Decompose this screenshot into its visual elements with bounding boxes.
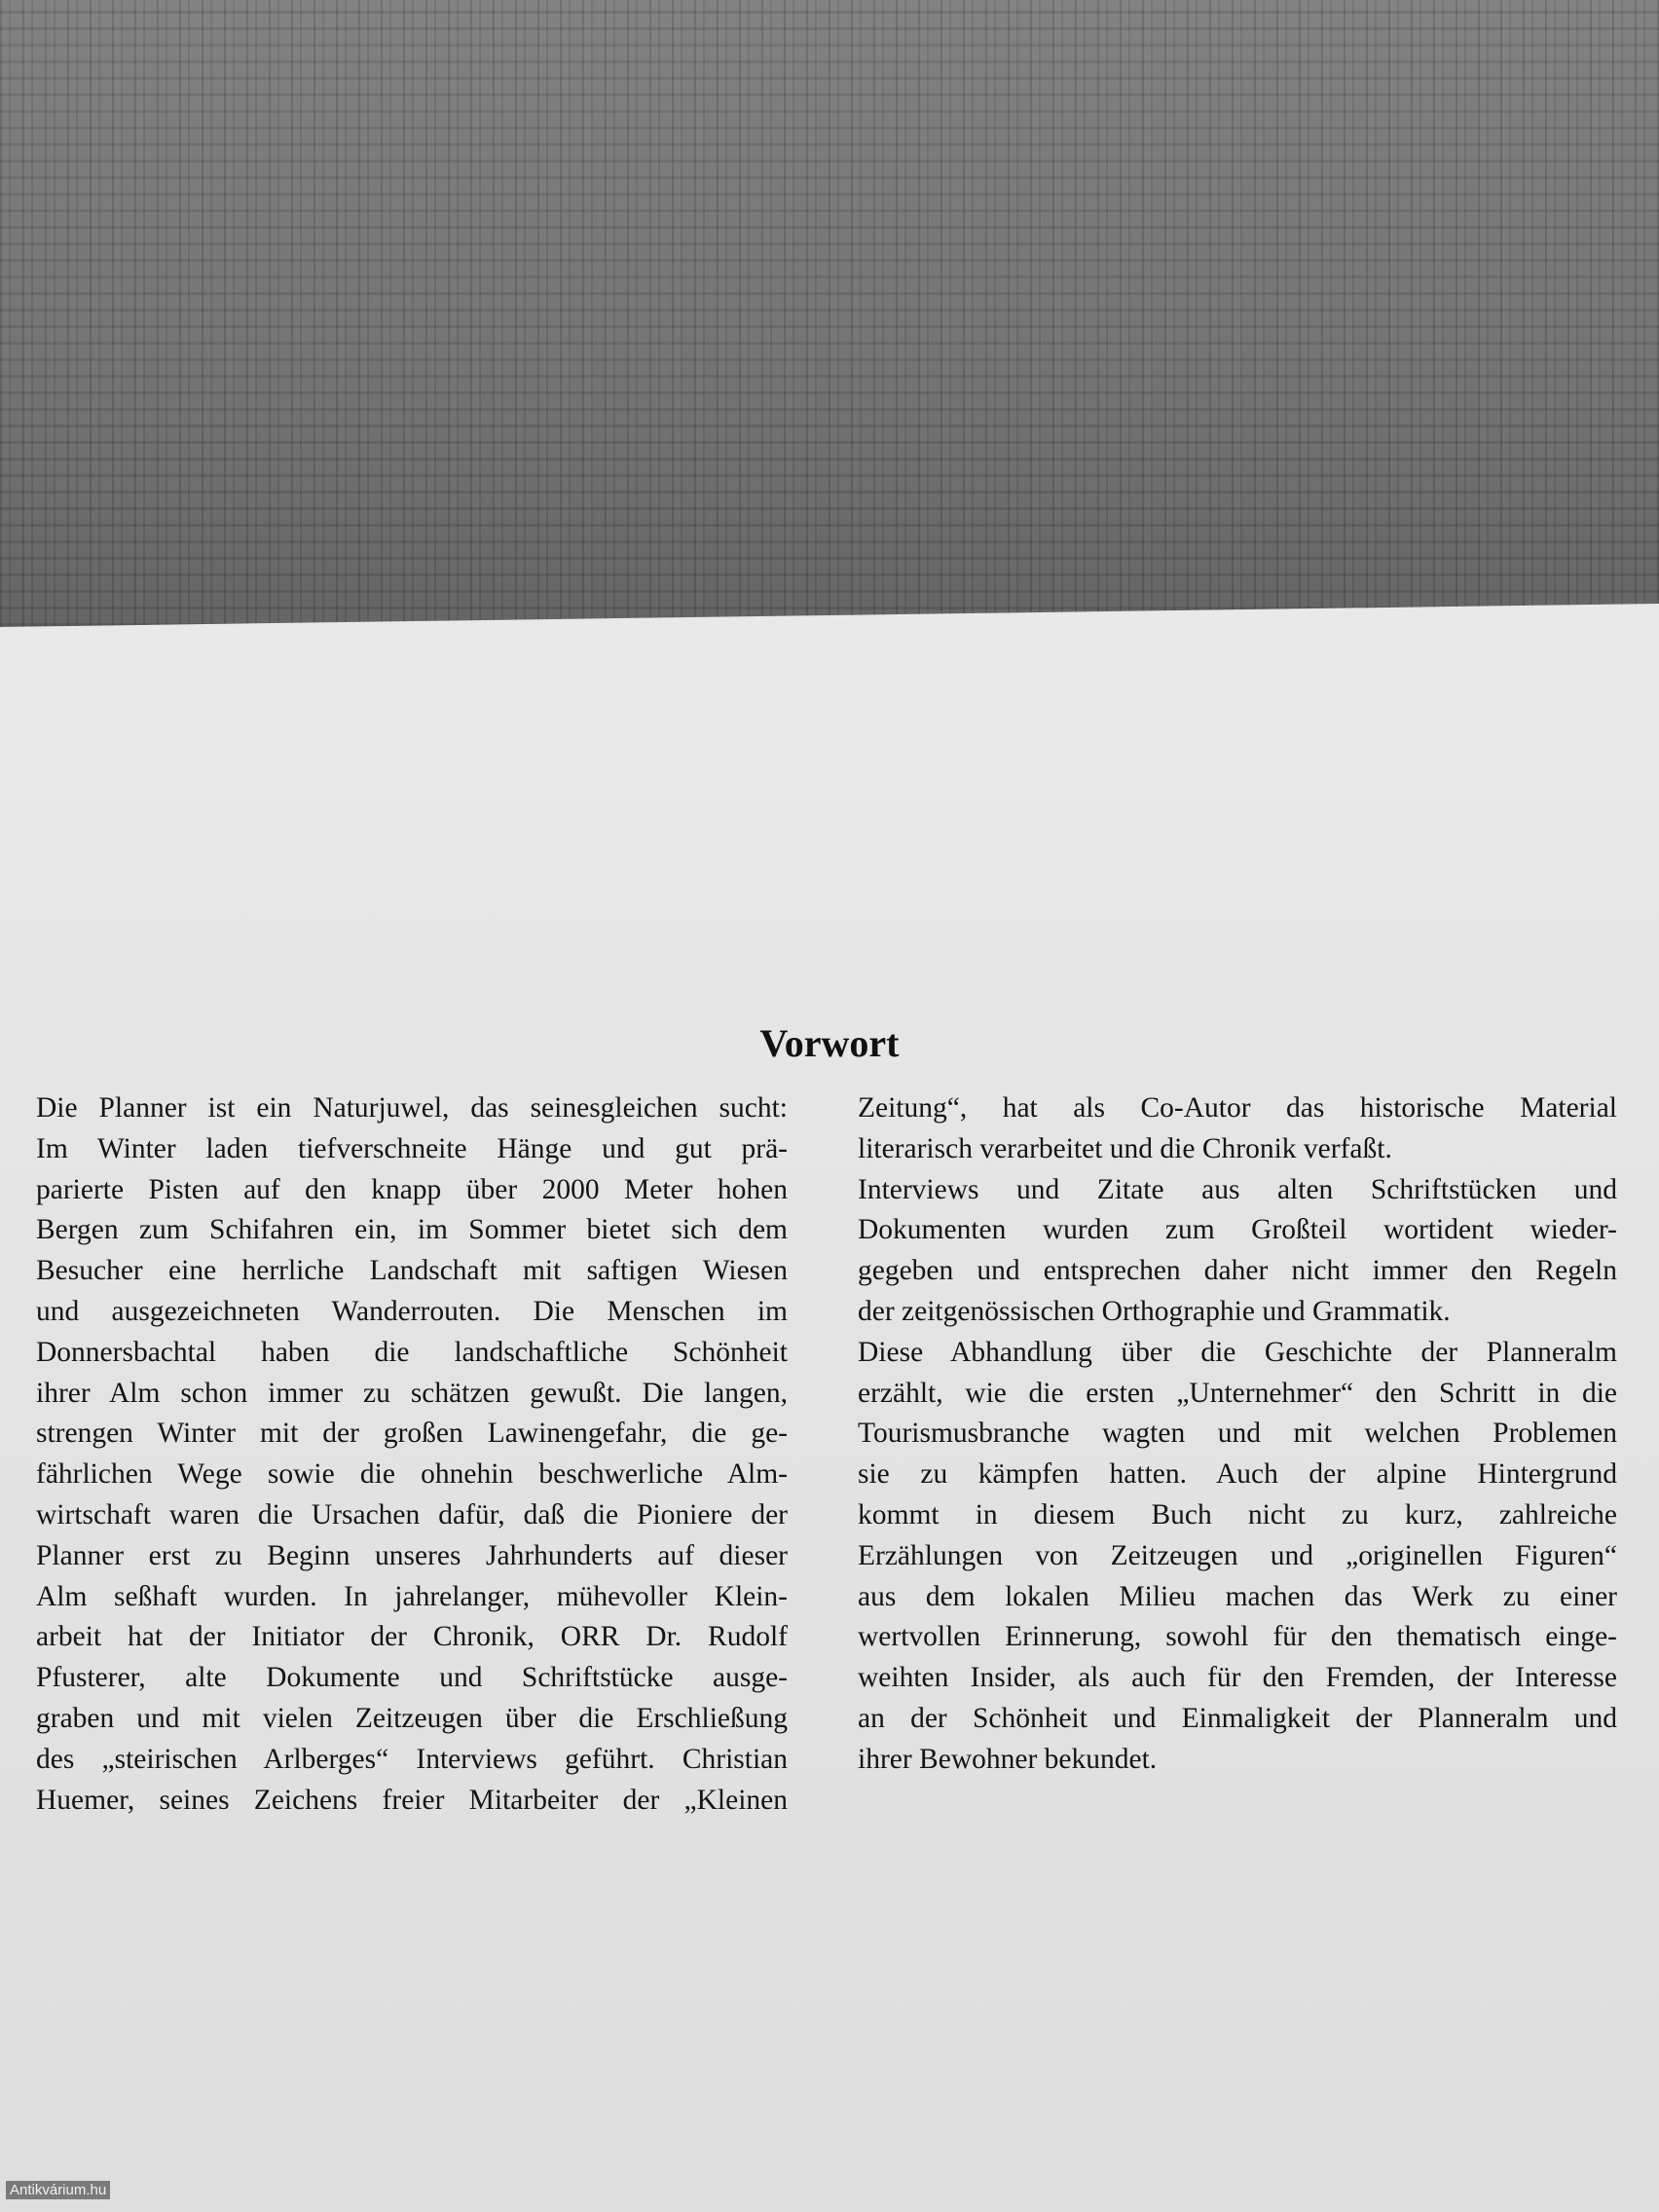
text-line: und ausgezeichneten Wanderrouten. Die Menschen im (36, 1295, 788, 1327)
text-line: Erzählungen von Zeitzeugen und „originellen Figuren“ (858, 1539, 1617, 1571)
watermark: Antikvárium.hu (6, 2181, 110, 2199)
text-line: des „steirischen Arlberges“ Interviews geführt. Christian (36, 1743, 788, 1775)
text-line: Diese Abhandlung über die Geschichte der Planneralm (858, 1336, 1617, 1368)
text-line: literarisch verarbeitet und die Chronik verfaßt. (858, 1132, 1392, 1164)
text-line: Besucher eine herrliche Landschaft mit saftigen Wiesen (36, 1255, 788, 1287)
text-line: wertvollen Erinnerung, sowohl für den thematisch einge- (858, 1621, 1617, 1653)
text-line: Donnersbachtal haben die landschaftliche Schönheit (36, 1336, 788, 1368)
left-column (36, 1088, 788, 1821)
text-line: Im Winter laden tiefverschneite Hänge und gut prä- (36, 1132, 788, 1164)
text-line: sie zu kämpfen hatten. Auch der alpine Hintergrund (858, 1458, 1617, 1491)
text-line: Tourismusbranche wagten und mit welchen Problemen (858, 1418, 1617, 1450)
text-line: Zeitung“, hat als Co-Autor das historische Material (858, 1092, 1617, 1124)
text-line: Pfusterer, alte Dokumente und Schriftstücke ausge- (36, 1662, 788, 1694)
text-line: parierte Pisten auf den knapp über 2000 Meter hohen (36, 1173, 788, 1205)
text-line: kommt in diesem Buch nicht zu kurz, zahlreiche (858, 1498, 1617, 1530)
page-title: Vorwort (759, 1021, 900, 1065)
text-line: Planner erst zu Beginn unseres Jahrhunderts auf dieser (36, 1539, 788, 1571)
text-line: Huemer, seines Zeichens freier Mitarbeiter der „Kleinen (36, 1784, 788, 1816)
text-line: ihrer Bewohner bekundet. (858, 1743, 1158, 1775)
text-line: Alm seßhaft wurden. In jahrelanger, mühevoller Klein- (36, 1580, 788, 1612)
text-line: erzählt, wie die ersten „Unternehmer“ den Schritt in die (858, 1377, 1617, 1409)
text-line: Bergen zum Schifahren ein, im Sommer bietet sich dem (36, 1214, 788, 1246)
wood-backdrop (0, 0, 1659, 643)
text-line: gegeben und entsprechen daher nicht immer den Regeln (858, 1255, 1617, 1287)
text-line: fährlichen Wege sowie die ohnehin beschwerliche Alm- (36, 1458, 788, 1491)
text-line: graben und mit vielen Zeitzeugen über die Erschließung (36, 1702, 788, 1734)
text-line: der zeitgenössischen Orthographie und Grammatik. (858, 1295, 1451, 1327)
text-line: an der Schönheit und Einmaligkeit der Planneralm und (858, 1702, 1617, 1734)
text-line: arbeit hat der Initiator der Chronik, ORR Dr. Rudolf (36, 1621, 788, 1653)
text-line: aus dem lokalen Milieu machen das Werk zu einer (858, 1580, 1617, 1612)
text-line: Dokumenten wurden zum Großteil wortident wieder- (858, 1214, 1617, 1246)
text-line: wirtschaft waren die Ursachen dafür, daß die Pioniere der (36, 1498, 788, 1530)
text-line: strengen Winter mit der großen Lawinengefahr, die ge- (36, 1418, 788, 1450)
right-column (858, 1088, 1617, 1781)
text-line: Die Planner ist ein Naturjuwel, das seinesgleichen sucht: (36, 1092, 788, 1124)
text-line: ihrer Alm schon immer zu schätzen gewußt. Die langen, (36, 1377, 788, 1409)
text-line: Interviews und Zitate aus alten Schriftstücken und (858, 1173, 1617, 1205)
text-line: weihten Insider, als auch für den Fremden, der Interesse (858, 1662, 1617, 1694)
